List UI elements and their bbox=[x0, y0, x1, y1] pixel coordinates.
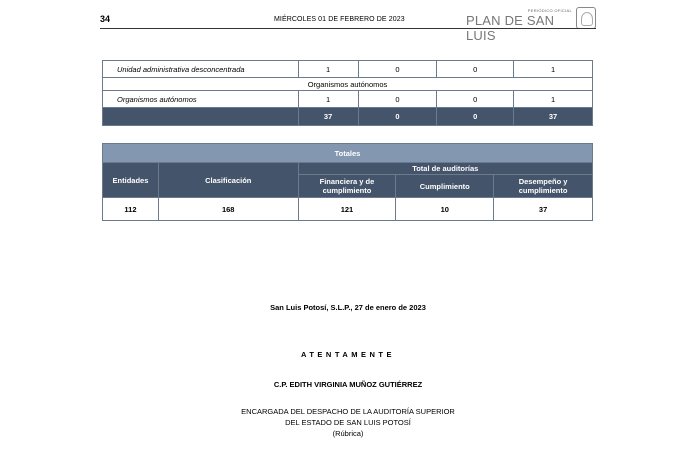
totals-table bbox=[102, 143, 593, 221]
cell-value: 0 bbox=[437, 61, 514, 78]
cell-value: 1 bbox=[514, 91, 593, 108]
col-clasificacion: Clasificación bbox=[158, 163, 298, 198]
total-row bbox=[103, 108, 593, 126]
col-group-total-auditorias: Total de auditorías bbox=[298, 163, 592, 175]
signer-role-line2: DEL ESTADO DE SAN LUIS POTOSÍ bbox=[285, 418, 411, 427]
col-desempeno: Desempeño y cumplimiento bbox=[494, 175, 593, 198]
cell-value: 10 bbox=[396, 198, 494, 221]
cell-value: 0 bbox=[358, 61, 437, 78]
rubrica-note: (Rúbrica) bbox=[332, 429, 364, 438]
page-header bbox=[100, 8, 596, 43]
total-value: 0 bbox=[358, 108, 437, 126]
table-row bbox=[103, 198, 593, 221]
total-value: 37 bbox=[514, 108, 593, 126]
cell-value: 0 bbox=[437, 91, 514, 108]
header-date: MIÉRCOLES 01 DE FEBRERO DE 2023 bbox=[274, 16, 405, 23]
header-divider bbox=[100, 28, 596, 29]
col-financieras: Financiera y de cumplimiento bbox=[298, 175, 396, 198]
cell-value: 1 bbox=[298, 91, 358, 108]
audit-table-continued bbox=[102, 60, 593, 126]
page-number: 34 bbox=[100, 14, 111, 24]
cell-value: 37 bbox=[494, 198, 593, 221]
row-label: Organismos autónomos bbox=[103, 91, 299, 108]
table-subheader-row bbox=[103, 78, 593, 91]
cell-value: 121 bbox=[298, 198, 396, 221]
cell-value: 0 bbox=[358, 91, 437, 108]
logo-title: PLAN DE SAN LUIS bbox=[466, 13, 555, 43]
closing-atentamente: ATENTAMENTE bbox=[300, 350, 396, 359]
subheader-label: Organismos autónomos bbox=[103, 78, 593, 91]
cell-value: 1 bbox=[298, 61, 358, 78]
table-row bbox=[103, 61, 593, 78]
signer-name: C.P. EDITH VIRGINIA MUÑOZ GUTIÉRREZ bbox=[273, 380, 423, 389]
col-entidades: Entidades bbox=[103, 163, 159, 198]
col-cumplimiento: Cumplimiento bbox=[396, 175, 494, 198]
cell-value: 112 bbox=[103, 198, 159, 221]
row-label: Unidad administrativa desconcentrada bbox=[103, 61, 299, 78]
signer-role-line1: ENCARGADA DEL DESPACHO DE LA AUDITORÍA SUPERIOR bbox=[241, 407, 455, 416]
table-row bbox=[103, 91, 593, 108]
place-date: San Luis Potosí, S.L.P., 27 de enero de 2023 bbox=[270, 303, 426, 312]
total-label-cell bbox=[103, 108, 299, 126]
logo-subtitle: PERIÓDICO OFICIAL bbox=[527, 8, 572, 13]
cell-value: 168 bbox=[158, 198, 298, 221]
total-value: 37 bbox=[298, 108, 358, 126]
total-value: 0 bbox=[437, 108, 514, 126]
seal-icon bbox=[576, 7, 596, 29]
totals-title: Totales bbox=[103, 144, 593, 163]
cell-value: 1 bbox=[514, 61, 593, 78]
